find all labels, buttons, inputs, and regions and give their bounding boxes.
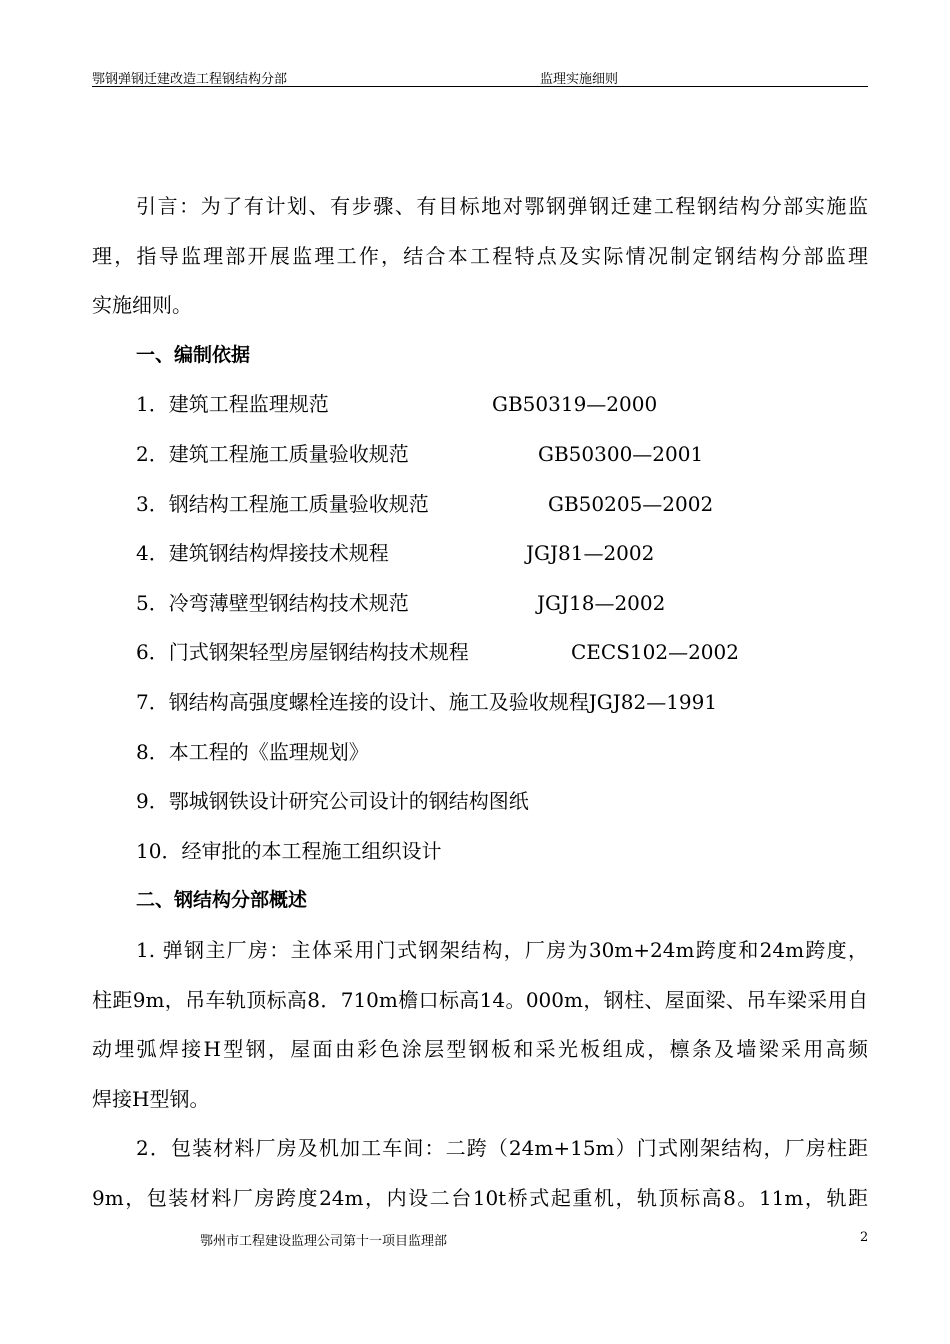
reference-title: 建筑工程施工质量验收规范 bbox=[168, 441, 409, 466]
page-header bbox=[92, 66, 868, 87]
reference-number: 2． bbox=[136, 441, 169, 466]
overview-para2-line-1: 2．包装材料厂房及机加工车间：二跨（24m+15m）门式刚架结构，厂房柱距 bbox=[136, 1136, 868, 1161]
header-project-title: 鄂钢弹钢迁建改造工程钢结构分部 bbox=[92, 72, 288, 87]
footer-organization: 鄂州市工程建设监理公司第十一项目监理部 bbox=[200, 1234, 448, 1249]
reference-code: GB50300—2001 bbox=[538, 441, 704, 466]
reference-code: CECS102—2002 bbox=[571, 640, 739, 665]
reference-number: 3． bbox=[136, 491, 169, 516]
overview-para1-line-1: 1. 弹钢主厂房：主体采用门式钢架结构，厂房为30m+24m跨度和24m跨度， bbox=[136, 937, 868, 962]
overview-para1-line-2: 柱距9m，吊车轨顶标高8．710m檐口标高14。000m，钢柱、屋面梁、吊车梁采用自 bbox=[92, 987, 868, 1012]
intro-line-3: 实施细则。 bbox=[92, 293, 192, 318]
reference-title: 冷弯薄壁型钢结构技术规范 bbox=[168, 590, 409, 615]
reference-code: GB50205—2002 bbox=[548, 491, 714, 516]
reference-item bbox=[92, 480, 868, 530]
header-document-title: 监理实施细则 bbox=[540, 72, 619, 87]
reference-title: 鄂城钢铁设计研究公司设计的钢结构图纸 bbox=[168, 789, 529, 814]
reference-code: JGJ18—2002 bbox=[537, 590, 666, 615]
reference-item bbox=[92, 728, 868, 778]
reference-title: 门式钢架轻型房屋钢结构技术规程 bbox=[168, 640, 469, 665]
reference-title: 钢结构工程施工质量验收规范 bbox=[168, 491, 429, 516]
reference-title: 本工程的《监理规划》 bbox=[168, 739, 369, 764]
reference-code: GB50319—2000 bbox=[492, 392, 658, 417]
reference-number: 5． bbox=[136, 590, 169, 615]
reference-title: 经审批的本工程施工组织设计 bbox=[181, 838, 442, 863]
overview-para1-line-3: 动埋弧焊接H型钢，屋面由彩色涂层型钢板和采光板组成，檩条及墙梁采用高频 bbox=[92, 1037, 868, 1062]
reference-item bbox=[92, 380, 868, 430]
overview-para2-line-2: 9m，包装材料厂房跨度24m，内设二台10t桥式起重机，轨顶标高8。11m，轨距 bbox=[92, 1185, 868, 1210]
reference-number: 4． bbox=[136, 541, 169, 566]
overview-para1-line-4: 焊接H型钢。 bbox=[92, 1086, 210, 1111]
reference-item bbox=[92, 579, 868, 629]
reference-code: JGJ82—1991 bbox=[588, 689, 718, 714]
reference-item bbox=[92, 827, 868, 877]
reference-number: 8． bbox=[136, 739, 169, 764]
section-heading-overview: 二、钢结构分部概述 bbox=[136, 889, 308, 912]
reference-item bbox=[92, 430, 868, 480]
document-body bbox=[92, 182, 868, 1223]
reference-number: 1． bbox=[136, 392, 169, 417]
reference-number: 9． bbox=[136, 789, 169, 814]
reference-number: 10． bbox=[136, 838, 182, 863]
reference-number: 6． bbox=[136, 640, 169, 665]
reference-title: 钢结构高强度螺栓连接的设计、施工及验收规程 bbox=[168, 689, 589, 714]
intro-line-2: 理，指导监理部开展监理工作，结合本工程特点及实际情况制定钢结构分部监理 bbox=[92, 243, 868, 268]
section-heading-basis: 一、编制依据 bbox=[136, 343, 251, 366]
footer-page-number: 2 bbox=[860, 1230, 869, 1245]
reference-code: JGJ81—2002 bbox=[526, 541, 655, 566]
reference-item bbox=[92, 628, 868, 678]
intro-line-1: 引言：为了有计划、有步骤、有目标地对鄂钢弹钢迁建工程钢结构分部实施监 bbox=[136, 194, 868, 218]
reference-title: 建筑钢结构焊接技术规程 bbox=[168, 541, 389, 566]
reference-title: 建筑工程监理规范 bbox=[168, 392, 329, 417]
reference-number: 7． bbox=[136, 689, 169, 714]
reference-item bbox=[92, 529, 868, 579]
reference-item bbox=[92, 777, 868, 827]
reference-item bbox=[92, 678, 868, 728]
